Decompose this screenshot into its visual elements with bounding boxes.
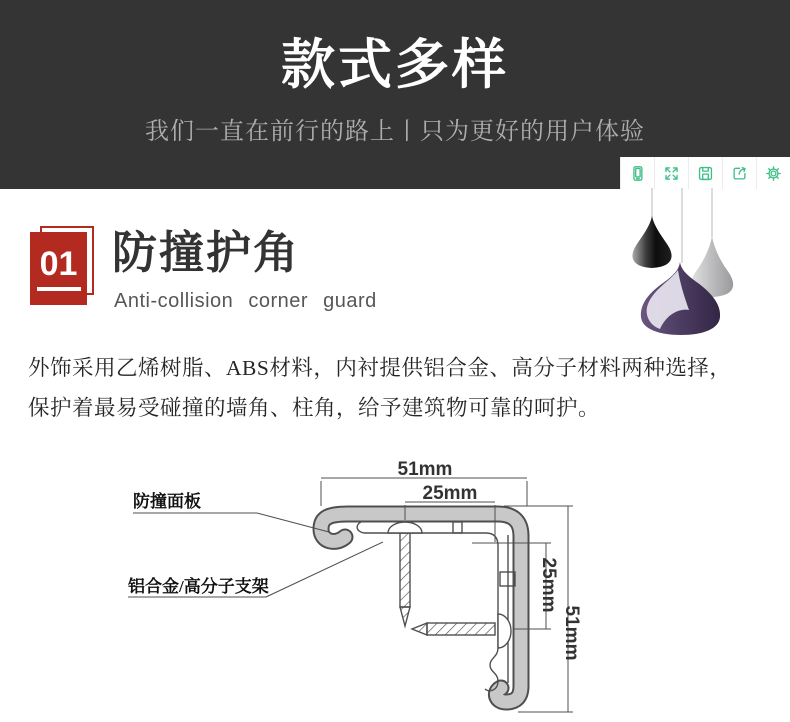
section-title: 防撞护角 [112,227,301,278]
mobile-icon [628,164,647,183]
label-panel [133,491,329,532]
settings-button[interactable] [756,157,790,189]
save-button[interactable] [688,157,722,189]
banner-title: 款式多样 [281,35,509,95]
panel-profile [321,514,521,702]
share-icon [730,164,749,183]
dim-top-width-value: 51mm [397,459,453,480]
horizontal-screw [412,614,511,648]
banner-subtitle: 我们一直在前行的路上丨只为更好的用户体验 [145,118,645,145]
bracket-profile [357,521,515,691]
black-lamp [632,216,671,268]
share-button[interactable] [722,157,756,189]
save-icon [696,164,715,183]
description-line-1: 外饰采用乙烯树脂、ABS材料，内衬提供铝合金、高分子材料两种选择， [28,356,732,380]
description-line-2: 保护着最易受碰撞的墙角、柱角，给予建筑物可靠的呵护。 [28,396,601,420]
capture-toolbar [620,157,790,189]
fullscreen-icon [662,164,681,183]
pendant-lamps-image [600,186,790,346]
label-bracket [128,542,383,597]
corner-guard-diagram [100,445,600,722]
fullscreen-button[interactable] [654,157,688,189]
label-bracket-text: 铝合金/高分子支架 [128,577,269,596]
mobile-preview-button[interactable] [620,157,654,189]
dim-right-inset-value: 25mm [538,557,559,613]
gear-icon [764,164,783,183]
section-index: 01 [39,245,78,283]
index-badge [30,232,87,305]
label-panel-text: 防撞面板 [133,492,201,511]
description-paragraph [28,348,773,428]
dim-right-height-value: 51mm [561,605,582,661]
dim-top-inset-value: 25mm [422,483,478,504]
section-subtitle-en: Anti-collision corner guard [114,290,377,312]
vertical-screw [388,522,422,626]
index-underline [37,287,81,291]
